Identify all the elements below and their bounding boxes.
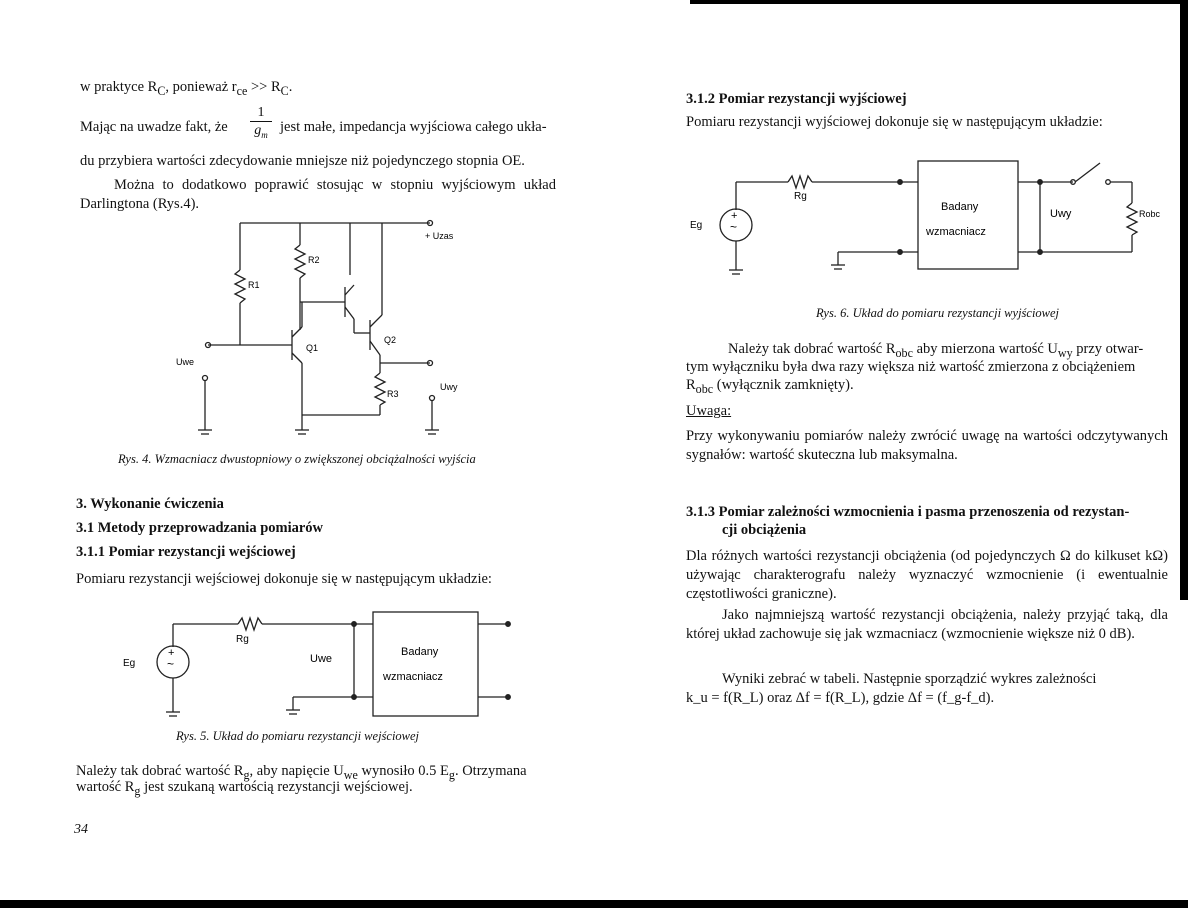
- left-line3: du przybiera wartości zdecydowanie mniejsze niż pojedynczego stopnia OE.: [80, 153, 525, 169]
- text: , ponieważ r: [165, 79, 237, 95]
- heading-3-1: 3.1 Metody przeprowadzania pomiarów: [76, 520, 324, 536]
- fig4-darlington-circuit: [176, 215, 500, 445]
- uwy-label: Uwy: [1050, 208, 1072, 220]
- box-line1: Badany: [401, 646, 439, 658]
- text: .: [288, 79, 293, 95]
- left-line1: [80, 78, 292, 101]
- robc-label: Robc: [1139, 209, 1161, 219]
- uwe-label: Uwe: [310, 653, 333, 665]
- den: g: [254, 123, 262, 138]
- sub: C: [280, 83, 289, 98]
- left-fact-post: jest małe, impedancja wyjściowa całego ukła-: [280, 119, 547, 135]
- eg-label: Eg: [123, 658, 136, 669]
- fig5-caption: Rys. 5. Układ do pomiaru rezystancji wejściowej: [176, 729, 420, 743]
- r3-label: R3: [387, 389, 399, 399]
- box-line2: wzmacniacz: [926, 226, 986, 238]
- fig6-output-resistance-circuit: [688, 155, 1161, 285]
- text: w praktyce R: [80, 79, 158, 95]
- heading-3-1-3-line1: 3.1.3 Pomiar zależności wzmocnienia i pasma przenoszenia od rezystan-: [686, 504, 1130, 520]
- closing-line2: [76, 778, 413, 801]
- uwaga-label: Uwaga:: [686, 403, 732, 419]
- plus-sign: +: [731, 210, 738, 222]
- tilde-sign: ~: [167, 657, 175, 671]
- para-3-1-3-d: k_u = f(R_L) oraz Δf = f(R_L), gdzie Δf = (f_g-f_d).: [686, 690, 995, 706]
- box-line2: wzmacniacz: [383, 671, 443, 683]
- text: . Otrzymana: [454, 763, 527, 779]
- text: (wyłącznik zamknięty).: [713, 377, 854, 393]
- text: , aby napięcie U: [249, 763, 344, 779]
- fig4-caption: Rys. 4. Wzmacniacz dwustopniowy o zwiększonej obciążalności wyjścia: [118, 452, 476, 466]
- heading-3-1-2: 3.1.2 Pomiar rezystancji wyjściowej: [686, 91, 907, 107]
- para-3-1-2: Pomiaru rezystancji wyjściowej dokonuje się w następującym układzie:: [686, 114, 1103, 130]
- fraction-den: [250, 122, 272, 144]
- text: wynosiło 0.5 E: [357, 763, 449, 779]
- sub: C: [157, 83, 166, 98]
- text: >> R: [247, 79, 281, 95]
- q1-label: Q1: [306, 343, 319, 353]
- sub: wy: [1057, 345, 1073, 360]
- heading-3: 3. Wykonanie ćwiczenia: [76, 496, 224, 512]
- r2-label: R2: [308, 255, 320, 265]
- sub: g: [448, 767, 455, 782]
- text: Należy tak dobrać wartość R: [76, 763, 244, 779]
- uwe-label: Uwe: [176, 357, 195, 367]
- robc-line2: tym wyłączniku była dwa razy większa niż wartość zmierzona z obciążeniem: [686, 359, 1136, 375]
- den-sub: m: [261, 129, 268, 140]
- page-number-left: 34: [74, 822, 88, 837]
- rg-label: Rg: [794, 191, 807, 202]
- sub: obc: [695, 381, 714, 396]
- left-fact-pre: Mając na uwadze fakt, że: [80, 119, 228, 135]
- para-3-1-3-a: Dla różnych wartości rezystancji obciążenia (od pojedynczych Ω do kilkuset kΩ) używając charakterografu należy wyznaczyć wzmocnienie (i ewentualnie częstotliwości graniczne).: [686, 548, 1168, 602]
- robc-line3: [686, 376, 854, 399]
- eg-label: Eg: [690, 220, 703, 231]
- left-darlington-para: Można to dodatkowo poprawić stosując w stopniu wyjściowym układ Darlingtona (Rys.4).: [80, 177, 556, 212]
- heading-3-1-3-line2: cji obciążenia: [722, 522, 807, 538]
- tilde-sign: ~: [730, 220, 738, 234]
- text: przy otwar-: [1072, 341, 1144, 357]
- fig5-input-resistance-circuit: [118, 612, 538, 722]
- text: jest szukaną wartością rezystancji wejściowej.: [140, 779, 413, 795]
- sub: g: [134, 783, 141, 798]
- text: Należy tak dobrać wartość R: [728, 341, 896, 357]
- heading-3-1-1: 3.1.1 Pomiar rezystancji wejściowej: [76, 544, 296, 560]
- text: wartość R: [76, 779, 135, 795]
- text: R: [686, 377, 696, 393]
- fig6-caption: Rys. 6. Układ do pomiaru rezystancji wyjściowej: [816, 306, 1060, 320]
- r1-label: R1: [248, 280, 260, 290]
- rg-label: Rg: [236, 634, 249, 645]
- right-edge: [1180, 0, 1188, 600]
- bottom-edge: [0, 900, 1188, 908]
- para-3-1-3-b: Jako najmniejszą wartość rezystancji obciążenia, należy przyjąć taką, dla której układ zachowuje się jak wzmacniacz (wzmocnienie większe niż 0 dB).: [686, 607, 1168, 642]
- q2-label: Q2: [384, 335, 397, 345]
- sub: obc: [895, 345, 913, 360]
- sub: ce: [236, 83, 248, 98]
- uwaga-para: Przy wykonywaniu pomiarów należy zwrócić uwagę na wartości odczytywanych sygnałów: wartość skuteczna lub maksymalna.: [686, 428, 1168, 463]
- top-right-edge: [690, 0, 1188, 4]
- uzas-label: + Uzas: [425, 231, 454, 241]
- text: aby mierzona wartość U: [912, 341, 1058, 357]
- uwy-label: Uwy: [440, 382, 458, 392]
- para-3-1-3-c: Wyniki zebrać w tabeli. Następnie sporządzić wykres zależności: [722, 671, 1097, 687]
- para-3-1-1: Pomiaru rezystancji wejściowej dokonuje się w następującym układzie:: [76, 571, 492, 587]
- plus-sign: +: [168, 647, 175, 659]
- sub: g: [243, 767, 250, 782]
- box-line1: Badany: [941, 201, 979, 213]
- sub: we: [343, 767, 358, 782]
- fraction-1-over-gm: [250, 104, 272, 144]
- fraction-num: 1: [250, 104, 272, 122]
